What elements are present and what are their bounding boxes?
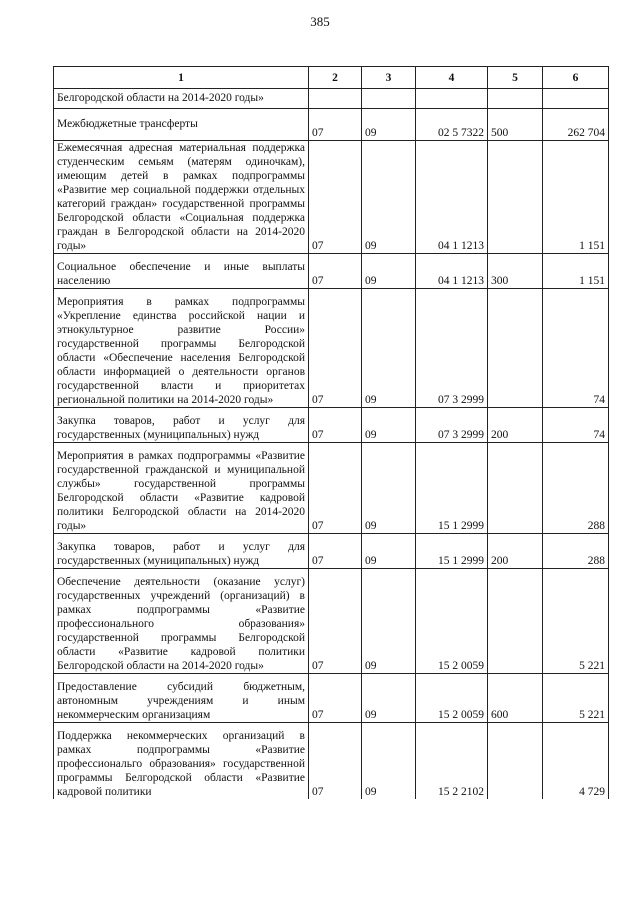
row-name: Мероприятия в рамках подпрограммы «Укрепление единства российской нации и этнокультурное развитие России» государственной программы Белгородской области «Обеспечение населения Белгородской области информацией о деятельности органов государственной власти и приоритетах региональной политики на 2014-2020 годы» xyxy=(54,289,309,408)
row-amount: 5 221 xyxy=(543,674,609,723)
table-row xyxy=(54,89,609,109)
table-row xyxy=(54,443,609,534)
row-expense-type xyxy=(488,141,543,254)
row-target-code: 15 2 2102 xyxy=(416,723,488,800)
budget-table xyxy=(53,66,609,799)
row-amount: 4 729 xyxy=(543,723,609,800)
row-subsection: 09 xyxy=(362,254,416,289)
table-row xyxy=(54,674,609,723)
row-name: Предоставление субсидий бюджетным, автономным учреждениям и иным некоммерческим организациям xyxy=(54,674,309,723)
row-section: 07 xyxy=(309,674,362,723)
row-expense-type xyxy=(488,443,543,534)
header-col-2: 2 xyxy=(309,67,362,89)
table-row xyxy=(54,408,609,443)
row-amount: 262 704 xyxy=(543,109,609,141)
row-section: 07 xyxy=(309,723,362,800)
table-row xyxy=(54,141,609,254)
table-row xyxy=(54,534,609,569)
row-target-code: 15 1 2999 xyxy=(416,534,488,569)
row-subsection: 09 xyxy=(362,674,416,723)
row-subsection: 09 xyxy=(362,408,416,443)
row-name: Поддержка некоммерческих организаций в рамках подпрограммы «Развитие профессиональго образования» государственной программы Белгородской области «Развитие кадровой политики xyxy=(54,723,309,800)
table-row xyxy=(54,569,609,674)
row-amount: 74 xyxy=(543,289,609,408)
row-subsection: 09 xyxy=(362,141,416,254)
row-target-code: 02 5 7322 xyxy=(416,109,488,141)
row-expense-type: 200 xyxy=(488,408,543,443)
row-name: Межбюджетные трансферты xyxy=(54,109,309,141)
page-number: 385 xyxy=(310,14,330,29)
row-expense-type: 300 xyxy=(488,254,543,289)
row-subsection: 09 xyxy=(362,443,416,534)
row-name: Мероприятия в рамках подпрограммы «Развитие государственной гражданской и муниципальной службы» государственной программы Белгородской области «Развитие кадровой политики Белгородской области на 2014-2020 годы» xyxy=(54,443,309,534)
row-expense-type: 500 xyxy=(488,109,543,141)
row-subsection: 09 xyxy=(362,534,416,569)
row-subsection: 09 xyxy=(362,569,416,674)
row-section: 07 xyxy=(309,443,362,534)
table-row xyxy=(54,289,609,408)
row-amount: 1 151 xyxy=(543,141,609,254)
header-col-5: 5 xyxy=(488,67,543,89)
row-amount: 288 xyxy=(543,534,609,569)
row-section xyxy=(309,89,362,109)
row-section: 07 xyxy=(309,408,362,443)
row-target-code: 15 2 0059 xyxy=(416,569,488,674)
row-section: 07 xyxy=(309,569,362,674)
row-section: 07 xyxy=(309,289,362,408)
row-amount: 288 xyxy=(543,443,609,534)
row-name: Обеспечение деятельности (оказание услуг) государственных учреждений (организаций) в рамках подпрограммы «Развитие профессионального образования» государственной программы Белгородской области «Развитие кадровой политики Белгородской области на 2014-2020 годы» xyxy=(54,569,309,674)
row-target-code: 04 1 1213 xyxy=(416,141,488,254)
header-col-4: 4 xyxy=(416,67,488,89)
table-row xyxy=(54,723,609,800)
row-amount xyxy=(543,89,609,109)
row-target-code: 07 3 2999 xyxy=(416,289,488,408)
table-header-row xyxy=(54,67,609,89)
row-amount: 1 151 xyxy=(543,254,609,289)
row-subsection xyxy=(362,89,416,109)
row-section: 07 xyxy=(309,109,362,141)
header-col-3: 3 xyxy=(362,67,416,89)
row-target-code: 04 1 1213 xyxy=(416,254,488,289)
row-section: 07 xyxy=(309,254,362,289)
row-target-code: 15 2 0059 xyxy=(416,674,488,723)
row-name: Закупка товаров, работ и услуг для государственных (муниципальных) нужд xyxy=(54,534,309,569)
row-expense-type: 600 xyxy=(488,674,543,723)
row-expense-type xyxy=(488,723,543,800)
row-section: 07 xyxy=(309,141,362,254)
row-section: 07 xyxy=(309,534,362,569)
row-subsection: 09 xyxy=(362,289,416,408)
header-col-6: 6 xyxy=(543,67,609,89)
row-amount: 74 xyxy=(543,408,609,443)
row-name: Социальное обеспечение и иные выплаты населению xyxy=(54,254,309,289)
row-name: Белгородской области на 2014-2020 годы» xyxy=(54,89,309,109)
table-row xyxy=(54,109,609,141)
row-target-code xyxy=(416,89,488,109)
row-subsection: 09 xyxy=(362,109,416,141)
row-expense-type xyxy=(488,289,543,408)
row-target-code: 07 3 2999 xyxy=(416,408,488,443)
row-expense-type xyxy=(488,569,543,674)
table-row xyxy=(54,254,609,289)
row-name: Закупка товаров, работ и услуг для государственных (муниципальных) нужд xyxy=(54,408,309,443)
row-name: Ежемесячная адресная материальная поддержка студенческим семьям (матерям одиночкам), имеющим детей в рамках подпрограммы «Развитие мер социальной поддержки отдельных категорий граждан» государственной программы Белгородской области «Социальная поддержка граждан в Белгородской области на 2014-2020 годы» xyxy=(54,141,309,254)
row-target-code: 15 1 2999 xyxy=(416,443,488,534)
row-subsection: 09 xyxy=(362,723,416,800)
header-col-1: 1 xyxy=(54,67,309,89)
row-expense-type xyxy=(488,89,543,109)
row-expense-type: 200 xyxy=(488,534,543,569)
row-amount: 5 221 xyxy=(543,569,609,674)
